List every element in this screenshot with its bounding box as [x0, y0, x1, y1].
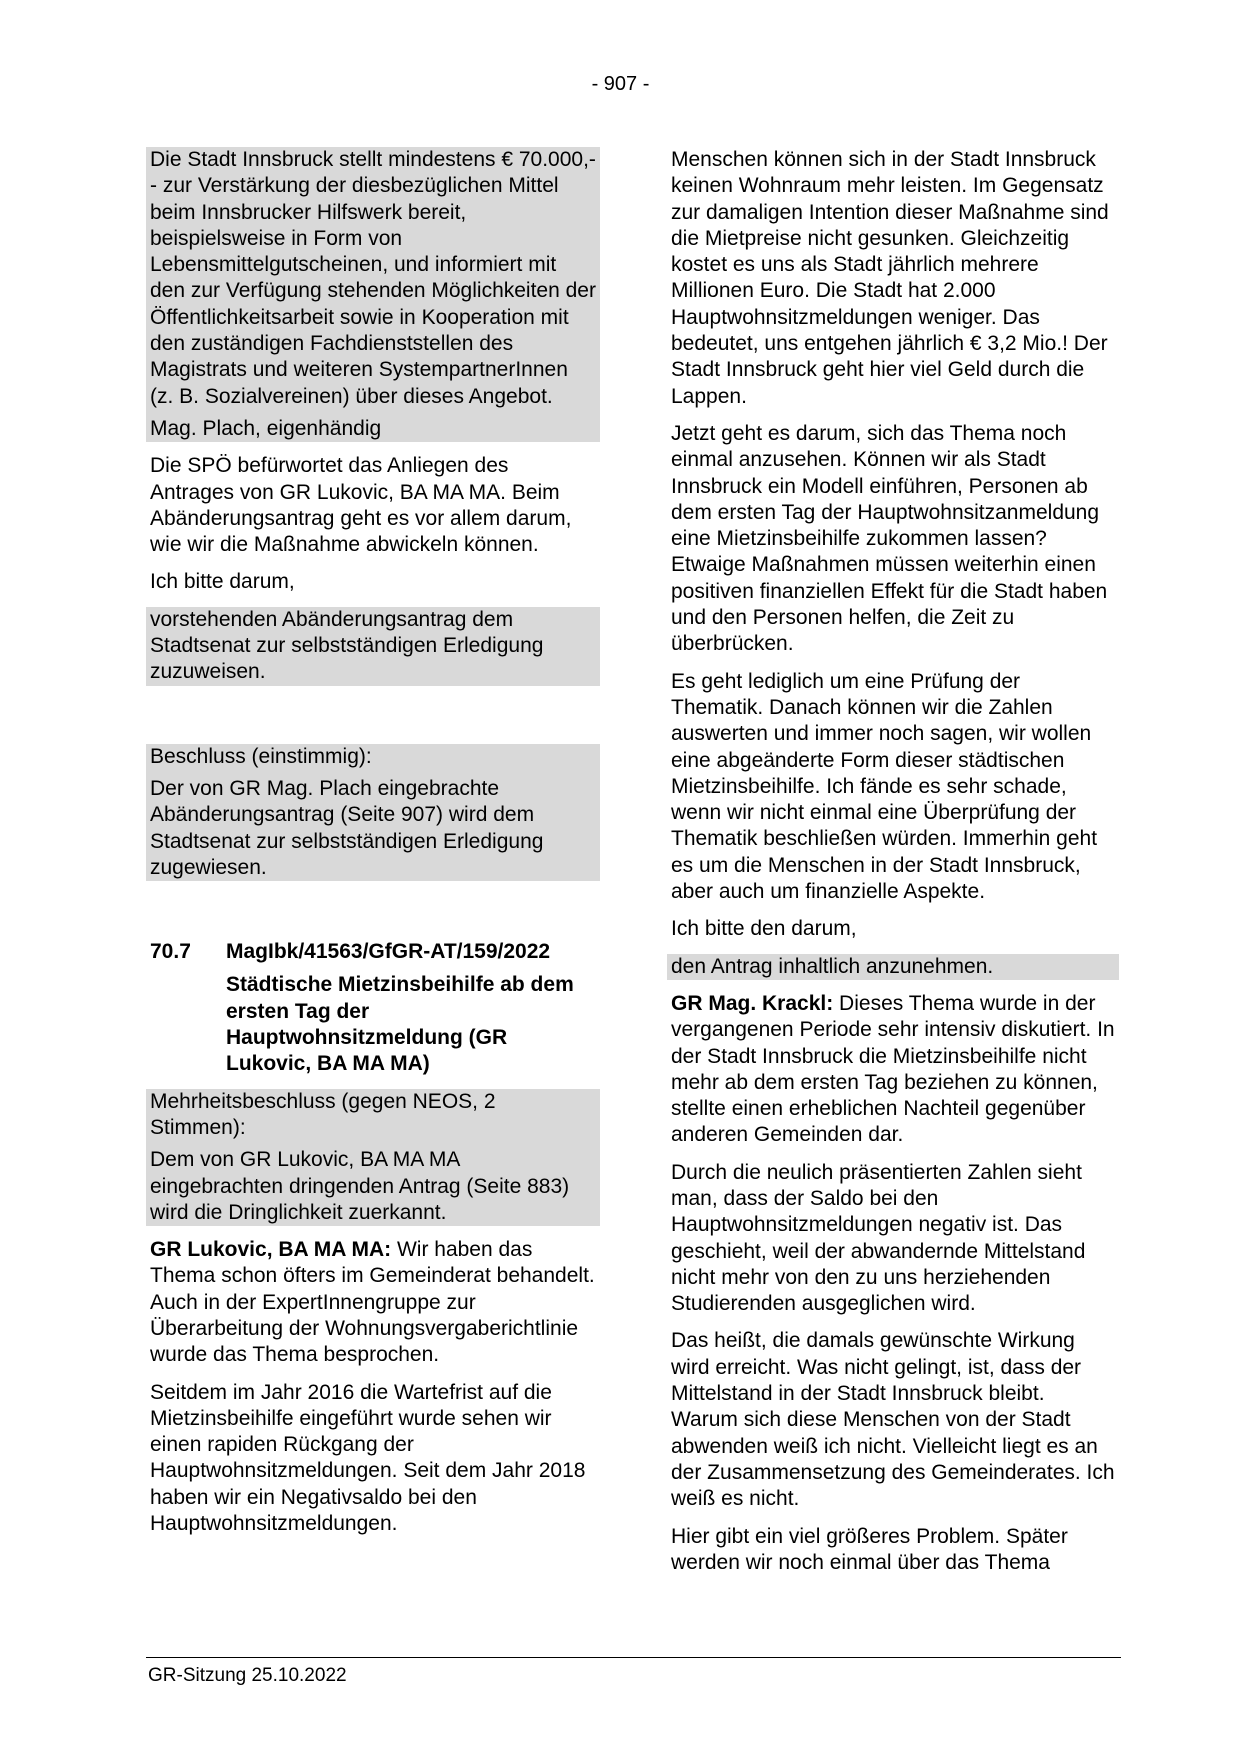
left-column	[146, 147, 600, 1548]
motion-text: Die Stadt Innsbruck stellt mindestens € 70.000,-- zur Verstärkung der diesbezüglichen Mittel beim Innsbrucker Hilfswerk bereit, beispielsweise in Form von Lebensmittelgutscheinen, und informiert mit den zur Verfügung stehenden Möglichkeiten der Öffentlichkeitsarbeit sowie in Kooperation mit den zuständigen Fachdienststellen des Magistrats und weiteren SystempartnerInnen (z. B. Sozialvereinen) über dieses Angebot.	[146, 147, 600, 416]
paragraph: Es geht lediglich um eine Prüfung der Thematik. Danach können wir die Zahlen auswerten und immer noch sagen, wir wollen eine abgeänderte Form dieser städtischen Mietzinsbeihilfe. Ich fände es sehr schade, wenn wir nicht einmal eine Überprüfung der Thematik beschließen würden. Immerhin geht es um die Menschen in der Stadt Innsbruck, aber auch um finanzielle Aspekte.	[671, 669, 1098, 904]
resolution-text: Der von GR Mag. Plach eingebrachte Abänderungsantrag (Seite 907) wird dem Stadtsenat zur selbstständigen Erledigung zugewiesen.	[146, 776, 600, 881]
footer-text: GR-Sitzung 25.10.2022	[148, 1665, 347, 1686]
request-intro: Ich bitte darum,	[150, 570, 295, 594]
paragraph: Menschen können sich in der Stadt Innsbruck keinen Wohnraum mehr leisten. Im Gegensatz zur damaligen Intention dieser Maßnahme sind die Mietpreise nicht gesunken. Gleichzeitig kostet es uns als Stadt jährlich mehrere Millionen Euro. Die Stadt hat 2.000 Hauptwohnsitzmeldungen weniger. Das bedeutet, uns entgehen jährlich € 3,2 Mio.! Der Stadt Innsbruck geht hier viel Geld durch die Lappen.	[671, 148, 1109, 408]
page-number: - 907 -	[591, 73, 650, 95]
spacer	[146, 697, 600, 744]
motion-signature: Mag. Plach, eigenhändig	[146, 416, 600, 442]
speaker-text: Wir haben das Thema schon öfters im Gemeinderat behandelt. Auch in der ExpertInnengruppe zur Überarbeitung der Wohnungsvergaberichtlinie wurde das Thema besprochen.	[150, 1238, 595, 1367]
paragraph: Das heißt, die damals gewünschte Wirkung wird erreicht. Was nicht gelingt, ist, dass der Mittelstand in der Stadt Innsbruck bleibt. Warum sich diese Menschen von der Stadt abwenden weiß ich nicht. Vielleicht liegt es an der Zusammensetzung des Gemeinderates. Ich weiß es nicht.	[671, 1329, 1115, 1511]
spacer	[146, 892, 600, 939]
paragraph: Hier gibt ein viel größeres Problem. Später werden wir noch einmal über das Thema	[671, 1524, 1068, 1574]
resolution-label: Beschluss (einstimmig):	[146, 744, 600, 776]
request-intro: Ich bitte den darum,	[671, 917, 857, 941]
paragraph: Seitdem im Jahr 2016 die Wartefrist auf die Mietzinsbeihilfe eingeführt wurde sehen wir einen rapiden Rückgang der Hauptwohnsitzmeldungen. Seit dem Jahr 2018 haben wir ein Negativsaldo bei den Hauptwohnsitzmeldungen.	[150, 1380, 586, 1536]
speaker-text: Dieses Thema wurde in der vergangenen Periode sehr intensiv diskutiert. In der Stadt Innsbruck die Mietzinsbeihilfe nicht mehr ab dem ersten Tag beziehen zu können, stellte einen erheblichen Nachteil gegenüber anderen Gemeinden dar.	[671, 991, 1115, 1147]
footer-divider	[146, 1657, 1121, 1658]
majority-label: Mehrheitsbeschluss (gegen NEOS, 2 Stimmen):	[146, 1089, 600, 1148]
speaker-name: GR Lukovic, BA MA MA:	[150, 1238, 392, 1262]
spoe-statement: Die SPÖ befürwortet das Anliegen des Antrages von GR Lukovic, BA MA MA. Beim Abänderungsantrag geht es vor allem darum, wie wir die Maßnahme abwickeln können.	[150, 454, 572, 557]
paragraph: Jetzt geht es darum, sich das Thema noch einmal anzusehen. Können wir als Stadt Innsbruck ein Modell einführen, Personen ab dem ersten Tag der Hauptwohnsitzanmeldung eine Mietzinsbeihilfe zukommen lassen? Etwaige Maßnahmen müssen weiterhin einen positiven finanziellen Effekt für die Stadt haben und den Personen helfen, die Zeit zu überbrücken.	[671, 421, 1108, 656]
request-text: den Antrag inhaltlich anzunehmen.	[667, 954, 1119, 980]
majority-text: Dem von GR Lukovic, BA MA MA eingebrachten dringenden Antrag (Seite 883) wird die Dringlichkeit zuerkannt.	[146, 1147, 600, 1226]
paragraph: Durch die neulich präsentierten Zahlen sieht man, dass der Saldo bei den Hauptwohnsitzmeldungen negativ ist. Das geschieht, weil der abwandernde Mittelstand nicht mehr von den zu uns herziehenden Studierenden ausgeglichen wird.	[671, 1160, 1086, 1316]
request-text: vorstehenden Abänderungsantrag dem Stadtsenat zur selbstständigen Erledigung zuzuweisen.	[146, 607, 600, 686]
right-column	[667, 147, 1119, 1587]
speaker-statement-krackl	[667, 991, 1119, 1149]
agenda-item-header	[146, 939, 600, 965]
agenda-title: Städtische Mietzinsbeihilfe ab dem ersten Tag der Hauptwohnsitzmeldung (GR Lukovic, BA MA MA)	[226, 973, 574, 1076]
speaker-statement-lukovic	[146, 1237, 600, 1368]
speaker-name: GR Mag. Krackl:	[671, 991, 834, 1015]
agenda-reference: MagIbk/41563/GfGR-AT/159/2022	[226, 940, 551, 964]
agenda-number: 70.7	[150, 940, 191, 964]
